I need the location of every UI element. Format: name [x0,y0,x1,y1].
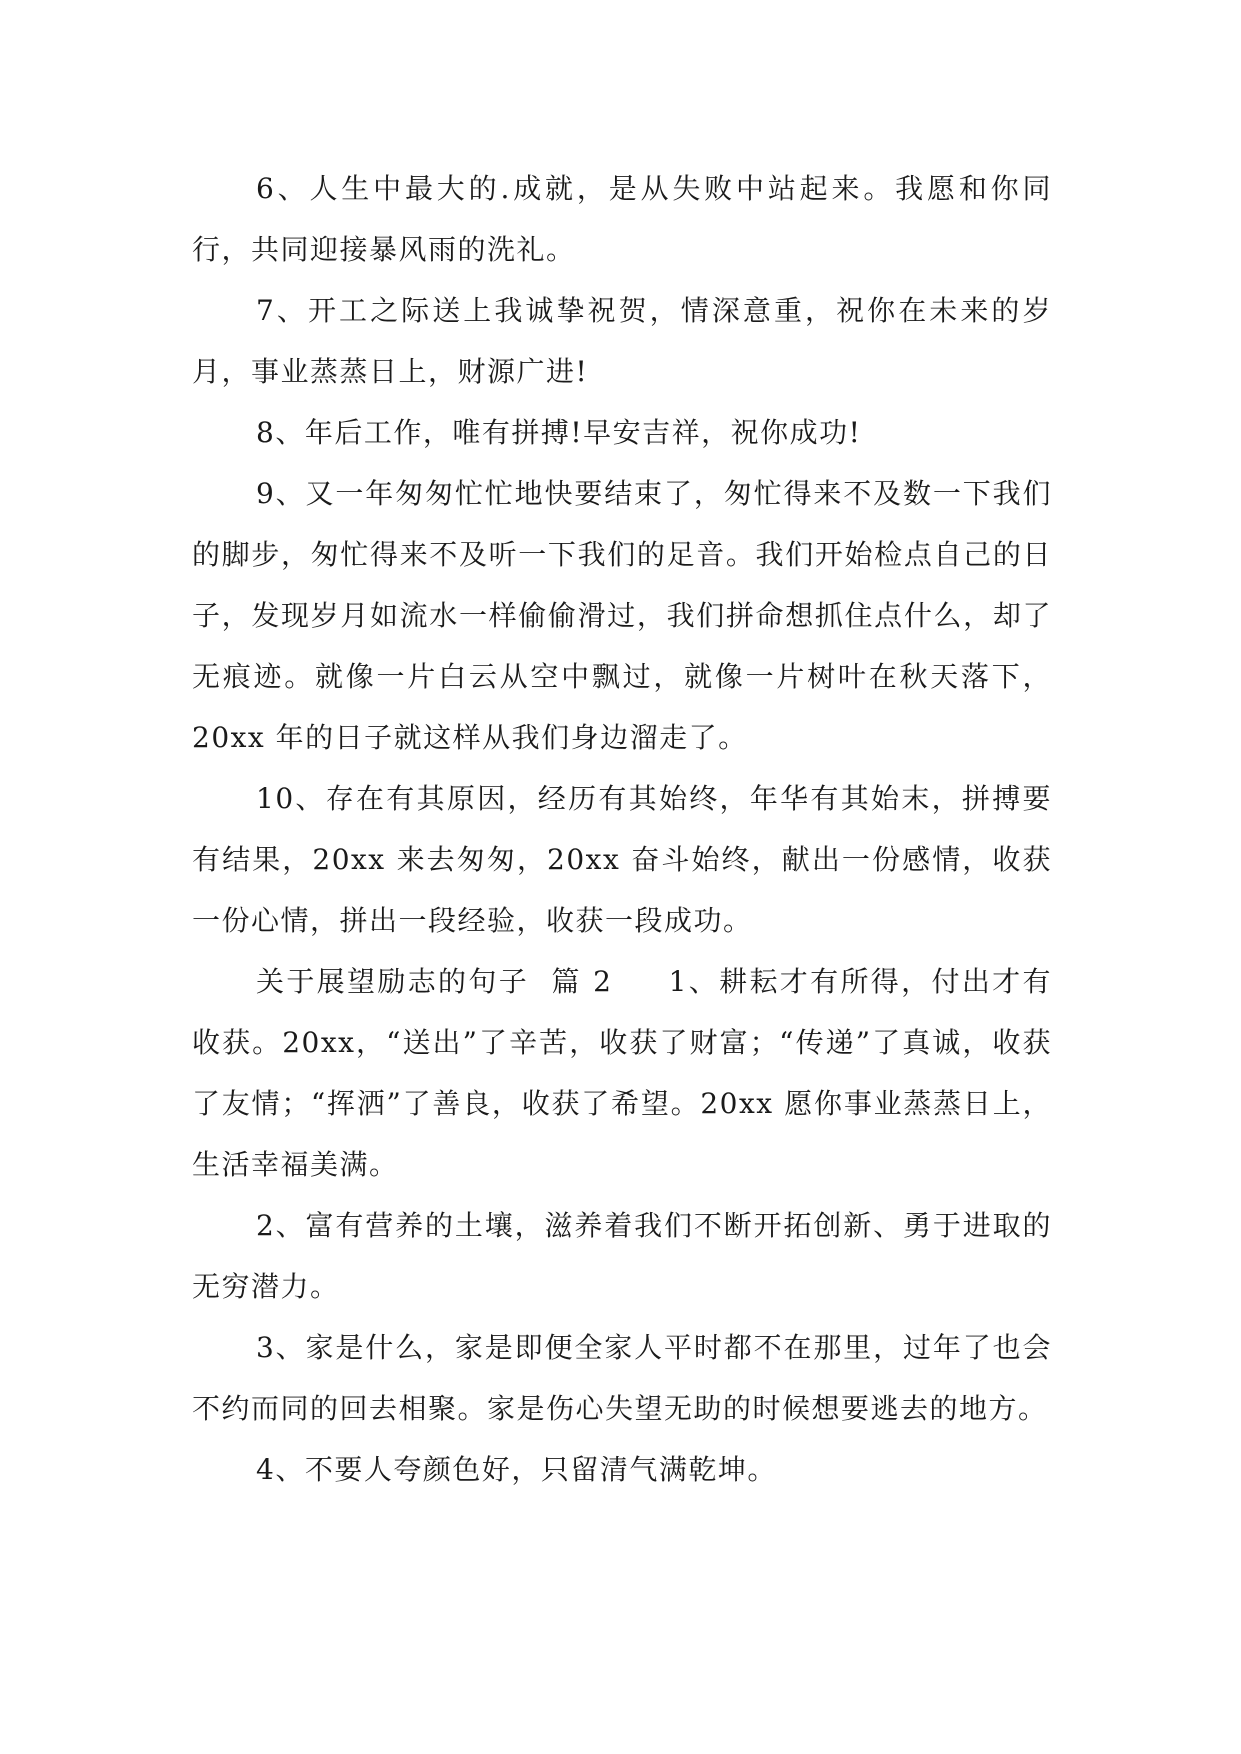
paragraph-3: 3、家是什么，家是即便全家人平时都不在那里，过年了也会不约而同的回去相聚。家是伤心失望无助的时候想要逃去的地方。 [192,1331,1052,1425]
section-heading-paragraph: 关于展望励志的句子 篇 2 1、耕耘才有所得，付出才有收获。20xx，“送出”了辛苦，收获了财富；“传递”了真诚，收获了友情；“挥洒”了善良，收获了希望。20xx 愿你事业蒸蒸日上，生活幸福美满。 [192,965,1052,1181]
paragraph-2: 2、富有营养的土壤，滋养着我们不断开拓创新、勇于进取的无穷潜力。 [192,1209,1052,1303]
paragraph-4: 4、不要人夸颜色好，只留清气满乾坤。 [256,1453,777,1486]
document-body [192,158,1052,1500]
paragraph-9: 9、又一年匆匆忙忙地快要结束了，匆忙得来不及数一下我们的脚步，匆忙得来不及听一下我们的足音。我们开始检点自己的日子，发现岁月如流水一样偷偷滑过，我们拼命想抓住点什么，却了无痕迹。就像一片白云从空中飘过，就像一片树叶在秋天落下，20xx 年的日子就这样从我们身边溜走了。 [192,477,1052,754]
paragraph-10: 10、存在有其原因，经历有其始终，年华有其始末，拼搏要有结果，20xx 来去匆匆，20xx 奋斗始终，献出一份感情，收获一份心情，拼出一段经验，收获一段成功。 [192,782,1052,937]
paragraph-7: 7、开工之际送上我诚挚祝贺，情深意重，祝你在未来的岁月，事业蒸蒸日上，财源广进! [192,294,1052,388]
paragraph-8: 8、年后工作，唯有拼搏!早安吉祥，祝你成功! [256,416,862,449]
paragraph-6: 6、人生中最大的.成就，是从失败中站起来。我愿和你同行，共同迎接暴风雨的洗礼。 [192,172,1052,266]
